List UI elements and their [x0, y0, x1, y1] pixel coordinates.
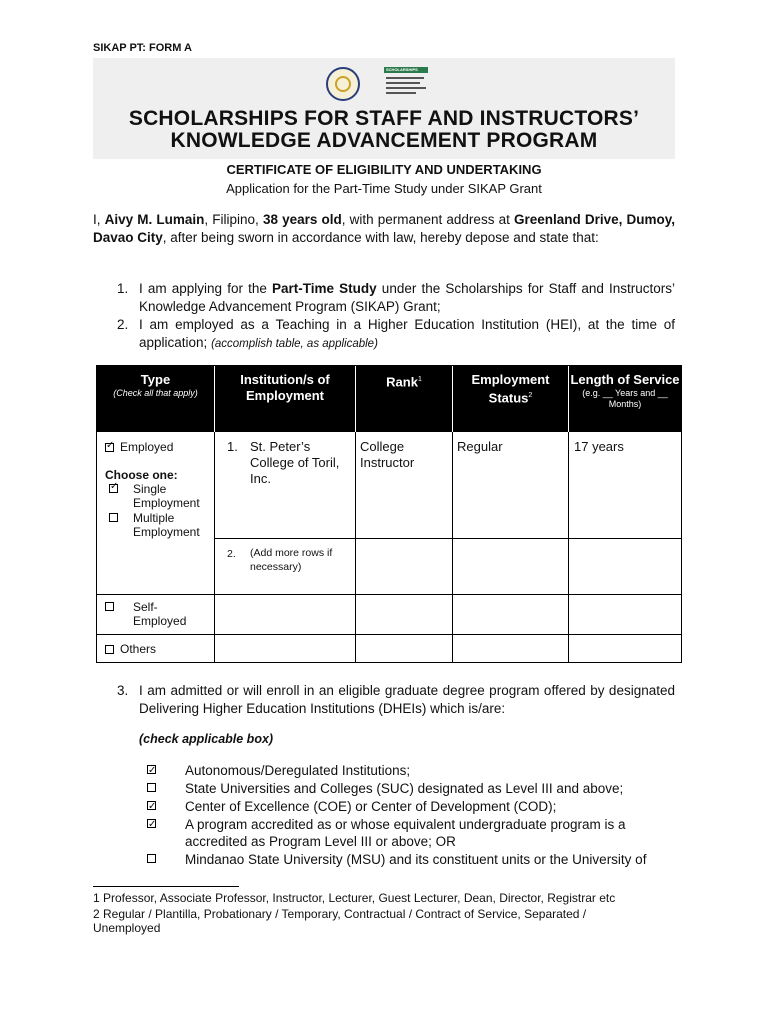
program-title: SCHOLARSHIPS FOR STAFF AND INSTRUCTORS’ KNOWLEDGE ADVANCEMENT PROGRAM [128, 107, 640, 152]
header-type: Type (Check all that apply) [113, 372, 198, 398]
employed-checkbox[interactable] [105, 443, 114, 452]
sikap-logo [384, 67, 428, 99]
checkbox[interactable] [147, 765, 156, 774]
header-rank: Rank$^1$ [386, 374, 422, 390]
applicant-age: 38 years old [262, 212, 342, 227]
type-others[interactable]: Others [105, 642, 156, 656]
header-length-of-service: Length of Service (e.g. __ Years and __ Months) [570, 372, 680, 409]
check-applicable-heading: (check applicable box) [139, 732, 274, 746]
row1-number: 1. [227, 439, 238, 454]
statement-item-2: 2. I am employed as a Teaching in a Higher Education Institution (HEI), at the time of application; (accomplish table, as applicable) [117, 317, 675, 350]
row1-rank: College Instructor [360, 439, 415, 470]
self-employed-checkbox[interactable] [105, 602, 114, 611]
checkbox[interactable] [147, 783, 156, 792]
statement-item-3: 3. I am admitted or will enroll in an eligible graduate degree program offered by designated Delivering Higher Education Institutions (DHEIs) which is/are: [117, 683, 675, 716]
employment-table: Type (Check all that apply) Institution/s of Employment Rank$^1$ Employment Status$^2$ Length of Service (e.g. __ Years and __ Months) ✓Employed Choose one: ✓ Single Employment Multiple Employment Self-Employed Others 1. St. Peter’s College of Toril, Inc. College Instructor Regular 17 years 2. (Add more rows if necessary) [96, 365, 682, 663]
choose-one-label: Choose one: [105, 468, 178, 482]
certificate-subtitle: Application for the Part-Time Study under SIKAP Grant [226, 181, 542, 196]
row1-institution: St. Peter’s College of Toril, Inc. [250, 439, 340, 486]
intro-paragraph: I, Aivy M. Lumain, Filipino, 38 years old, with permanent address at Greenland Drive, Dumoy, Davao City, after being sworn in accordance with law, hereby depose and state that: [93, 212, 675, 245]
statement-item-1: 1. I am applying for the Part-Time Study under the Scholarships for Staff and Instructors’ Knowledge Advancement Program (SIKAP) Grant; [117, 281, 676, 314]
row2-number: 2. [227, 548, 236, 560]
header-institution: Institution/s of Employment [240, 372, 330, 403]
checkbox[interactable] [147, 801, 156, 810]
type-employed[interactable]: ✓Employed [105, 440, 173, 454]
row1-length: 17 years [574, 439, 624, 454]
single-employment-checkbox[interactable] [109, 484, 118, 493]
ched-seal-logo [326, 67, 360, 101]
checkbox[interactable] [147, 854, 156, 863]
applicant-name: Aivy M. Lumain [104, 212, 205, 227]
footnote-2: 2 Regular / Plantilla, Probationary / Temporary, Contractual / Contract of Service, Separated / Unemployed [93, 907, 587, 935]
certificate-title: CERTIFICATE OF ELIGIBILITY AND UNDERTAKING [226, 162, 542, 177]
form-label: SIKAP PT: FORM A [93, 42, 193, 54]
header-employment-status: Employment Status$^2$ [471, 372, 550, 406]
row1-status: Regular [457, 439, 503, 454]
checkbox[interactable] [147, 819, 156, 828]
others-checkbox[interactable] [105, 645, 114, 654]
multiple-employment-checkbox[interactable] [109, 513, 118, 522]
footnote-1: 1 Professor, Associate Professor, Instructor, Lecturer, Guest Lecturer, Dean, Director, Registrar etc [93, 891, 616, 905]
row2-institution: (Add more rows if necessary) [250, 547, 333, 573]
sikap-logo-text: SCHOLARSHIPS [386, 67, 418, 72]
footnote-divider [93, 886, 239, 887]
applicant-address: Greenland Drive, Dumoy, Davao City [93, 212, 675, 245]
